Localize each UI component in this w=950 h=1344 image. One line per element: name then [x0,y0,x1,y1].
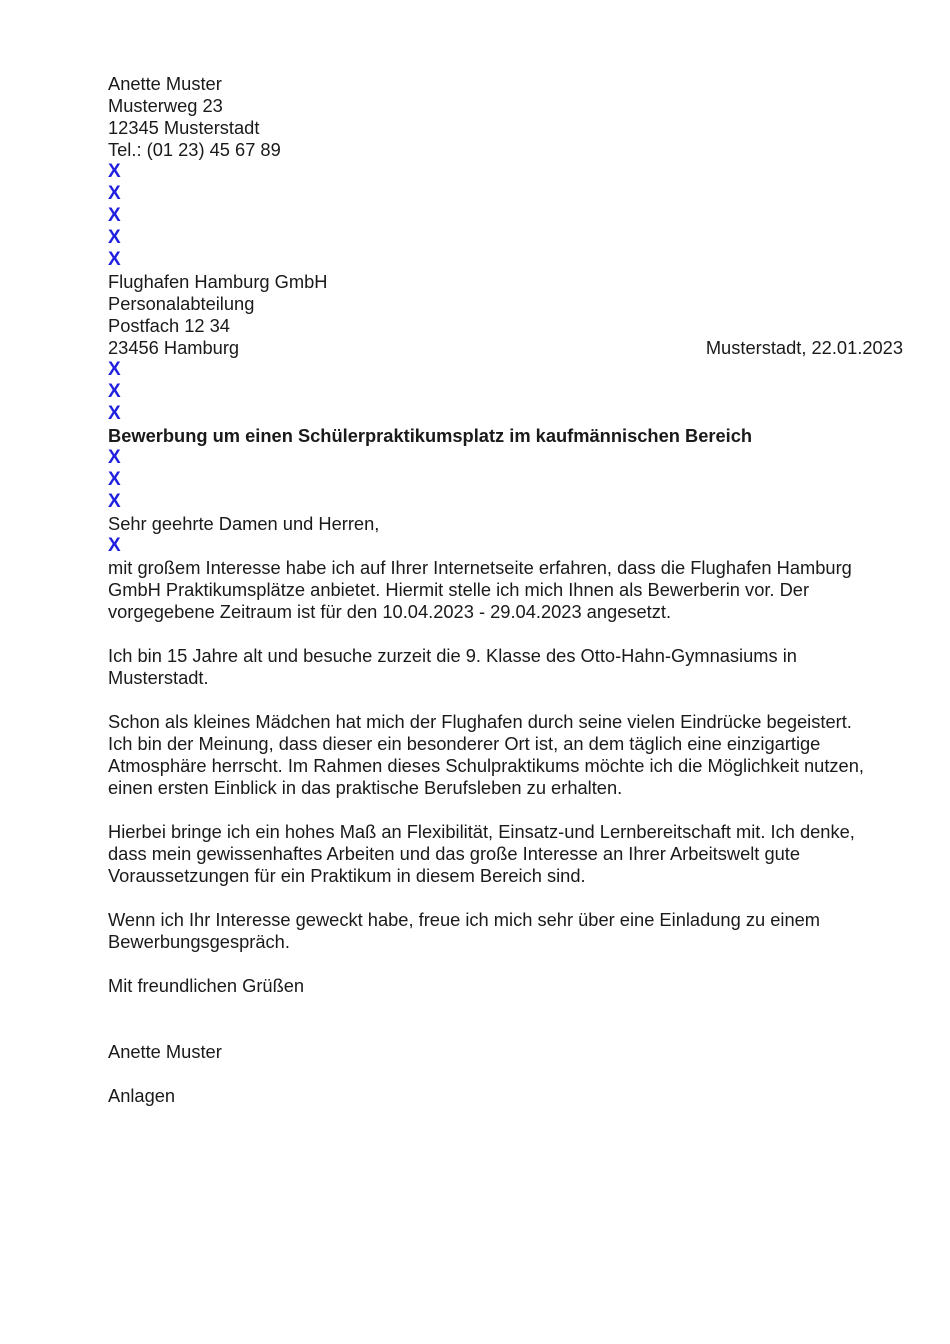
spacing-marker: X [108,535,121,556]
paragraph-line: vorgegebene Zeitraum ist für den 10.04.2023 - 29.04.2023 angesetzt. [108,601,672,622]
paragraph-line: Wenn ich Ihr Interesse geweckt habe, freue ich mich sehr über eine Einladung zu einem [108,909,821,930]
paragraph-line: Voraussetzungen für ein Praktikum in diesem Bereich sind. [108,865,586,886]
paragraph-line: Ich bin der Meinung, dass dieser ein besonderer Ort ist, an dem täglich eine einzigartige [108,733,821,754]
paragraph-line: Schon als kleines Mädchen hat mich der Flughafen durch seine vielen Eindrücke begeistert. [108,711,852,732]
paragraph-4 [108,821,903,887]
recipient-city-row [108,337,903,359]
paragraph-1 [108,557,903,623]
sender-city: 12345 Musterstadt [108,117,260,138]
spacing-marker: X [108,227,121,248]
sender-phone: Tel.: (01 23) 45 67 89 [108,139,281,160]
spacing-marker: X [108,183,121,204]
attachments-label: Anlagen [108,1085,176,1106]
paragraph-line: mit großem Interesse habe ich auf Ihrer Internetseite erfahren, dass die Flughafen Hamburg [108,557,852,578]
paragraph-2 [108,645,903,689]
sender-street: Musterweg 23 [108,95,223,116]
spacing-marker: X [108,161,121,182]
paragraph-line: einen ersten Einblick in das praktische Berufsleben zu erhalten. [108,777,623,798]
paragraph-line: GmbH Praktikumsplätze anbietet. Hiermit stelle ich mich Ihnen als Bewerberin vor. Der [108,579,810,600]
spacing-marker: X [108,403,121,424]
paragraph-5 [108,909,903,953]
paragraph-line: Musterstadt. [108,667,209,688]
spacing-marker: X [108,381,121,402]
paragraph-line: dass mein gewissenhaftes Arbeiten und das große Interesse an Ihrer Arbeitswelt gute [108,843,801,864]
subject-line: Bewerbung um einen Schülerpraktikumsplatz im kaufmännischen Bereich [108,425,753,446]
recipient-city: 23456 Hamburg [108,337,240,358]
recipient-department: Personalabteilung [108,293,255,314]
date-line: Musterstadt, 22.01.2023 [705,337,903,358]
paragraph-line: Atmosphäre herrscht. Im Rahmen dieses Schulpraktikums möchte ich die Möglichkeit nutzen, [108,755,864,776]
recipient-company: Flughafen Hamburg GmbH [108,271,328,292]
signature-name: Anette Muster [108,1041,222,1062]
spacing-marker: X [108,249,121,270]
paragraph-line: Ich bin 15 Jahre alt und besuche zurzeit die 9. Klasse des Otto-Hahn-Gymnasiums in [108,645,797,666]
spacing-marker: X [108,359,121,380]
sender-name: Anette Muster [108,73,222,94]
spacing-marker: X [108,491,121,512]
letter-page [108,73,903,1107]
paragraph-3 [108,711,903,799]
salutation: Sehr geehrte Damen und Herren, [108,513,380,534]
closing: Mit freundlichen Grüßen [108,975,305,996]
paragraph-line: Hierbei bringe ich ein hohes Maß an Flexibilität, Einsatz-und Lernbereitschaft mit. Ich denke, [108,821,855,842]
spacing-marker: X [108,469,121,490]
recipient-po-box: Postfach 12 34 [108,315,230,336]
sender-block [108,73,903,161]
spacing-marker: X [108,447,121,468]
recipient-block [108,271,903,359]
spacing-marker: X [108,205,121,226]
paragraph-line: Bewerbungsgespräch. [108,931,290,952]
